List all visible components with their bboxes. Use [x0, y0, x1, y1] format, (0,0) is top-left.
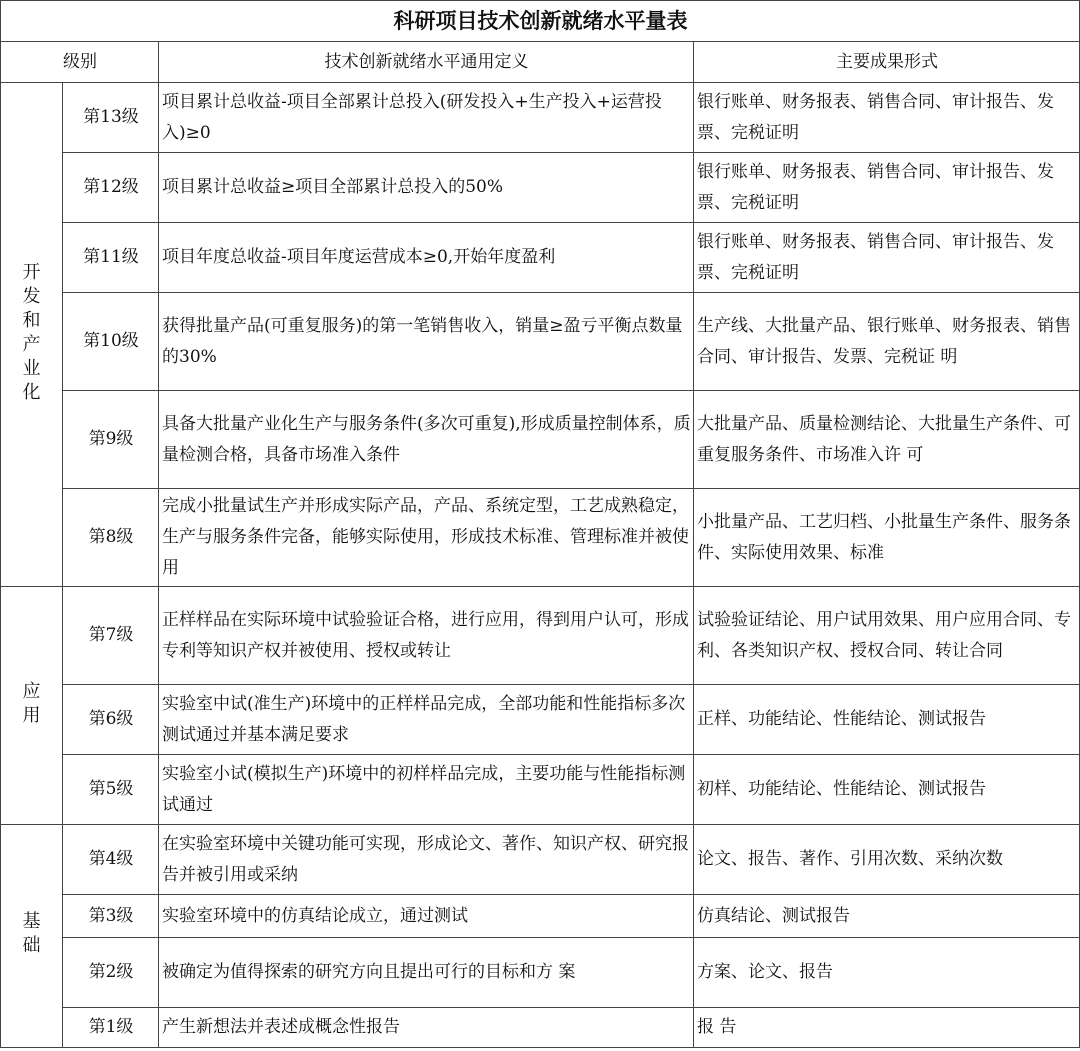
outcome-cell: 方案、论文、报告	[694, 938, 1080, 1008]
title-row	[1, 1, 1080, 42]
header-row	[1, 42, 1080, 83]
level-cell: 第12级	[63, 153, 159, 223]
table-row	[1, 938, 1080, 1008]
level-cell: 第7级	[63, 587, 159, 685]
category-basic-label: 基础	[22, 911, 41, 956]
table-title: 科研项目技术创新就绪水平量表	[1, 1, 1080, 42]
table-row	[1, 755, 1080, 825]
definition-cell: 产生新想法并表述成概念性报告	[159, 1008, 694, 1048]
table-row	[1, 293, 1080, 391]
outcome-cell: 初样、功能结论、性能结论、测试报告	[694, 755, 1080, 825]
definition-cell: 项目年度总收益-项目年度运营成本≥0,开始年度盈利	[159, 223, 694, 293]
table-row	[1, 223, 1080, 293]
outcome-cell: 论文、报告、著作、引用次数、采纳次数	[694, 825, 1080, 895]
definition-cell: 具备大批量产业化生产与服务条件(多次可重复),形成质量控制体系，质量检测合格，具备市场准入条件	[159, 391, 694, 489]
definition-cell: 项目累计总收益≥项目全部累计总投入的50%	[159, 153, 694, 223]
table-row	[1, 685, 1080, 755]
table-row	[1, 895, 1080, 938]
level-cell: 第9级	[63, 391, 159, 489]
level-cell: 第10级	[63, 293, 159, 391]
outcome-cell: 银行账单、财务报表、销售合同、审计报告、发票、完税证明	[694, 153, 1080, 223]
table-row	[1, 587, 1080, 685]
outcome-cell: 银行账单、财务报表、销售合同、审计报告、发票、完税证明	[694, 223, 1080, 293]
header-outcome: 主要成果形式	[694, 42, 1080, 83]
table-row	[1, 489, 1080, 587]
level-cell: 第6级	[63, 685, 159, 755]
table-row	[1, 825, 1080, 895]
outcome-cell: 试验验证结论、用户试用效果、用户应用合同、专利、各类知识产权、授权合同、转让合同	[694, 587, 1080, 685]
level-cell: 第11级	[63, 223, 159, 293]
category-app-label: 应用	[22, 680, 41, 726]
category-dev	[1, 83, 63, 587]
outcome-cell: 报 告	[694, 1008, 1080, 1048]
definition-cell: 获得批量产品(可重复服务)的第一笔销售收入，销量≥盈亏平衡点数量的30%	[159, 293, 694, 391]
outcome-cell: 小批量产品、工艺归档、小批量生产条件、服务条件、实际使用效果、标准	[694, 489, 1080, 587]
outcome-cell: 生产线、大批量产品、银行账单、财务报表、销售合同、审计报告、发票、完税证 明	[694, 293, 1080, 391]
table-row	[1, 153, 1080, 223]
table-row	[1, 1008, 1080, 1048]
category-dev-label: 开发和产业化	[22, 261, 41, 403]
table-row	[1, 83, 1080, 153]
outcome-cell: 大批量产品、质量检测结论、大批量生产条件、可重复服务条件、市场准入许 可	[694, 391, 1080, 489]
definition-cell: 实验室小试(模拟生产)环境中的初样样品完成，主要功能与性能指标测试通过	[159, 755, 694, 825]
definition-cell: 实验室中试(准生产)环境中的正样样品完成，全部功能和性能指标多次测试通过并基本满足要求	[159, 685, 694, 755]
outcome-cell: 仿真结论、测试报告	[694, 895, 1080, 938]
category-basic	[1, 825, 63, 1048]
level-cell: 第8级	[63, 489, 159, 587]
outcome-cell: 正样、功能结论、性能结论、测试报告	[694, 685, 1080, 755]
definition-cell: 项目累计总收益-项目全部累计总投入(研发投入+生产投入+运营投入)≥0	[159, 83, 694, 153]
definition-cell: 在实验室环境中关键功能可实现，形成论文、著作、知识产权、研究报告并被引用或采纳	[159, 825, 694, 895]
level-cell: 第3级	[63, 895, 159, 938]
definition-cell: 完成小批量试生产并形成实际产品，产品、系统定型，工艺成熟稳定，生产与服务条件完备，能够实际使用，形成技术标准、管理标准并被使用	[159, 489, 694, 587]
level-cell: 第1级	[63, 1008, 159, 1048]
level-cell: 第5级	[63, 755, 159, 825]
definition-cell: 正样样品在实际环境中试验验证合格，进行应用，得到用户认可，形成专利等知识产权并被使用、授权或转让	[159, 587, 694, 685]
level-cell: 第4级	[63, 825, 159, 895]
level-cell: 第13级	[63, 83, 159, 153]
outcome-cell: 银行账单、财务报表、销售合同、审计报告、发票、完税证明	[694, 83, 1080, 153]
table-row	[1, 391, 1080, 489]
level-cell: 第2级	[63, 938, 159, 1008]
header-definition: 技术创新就绪水平通用定义	[159, 42, 694, 83]
category-app	[1, 587, 63, 825]
definition-cell: 实验室环境中的仿真结论成立，通过测试	[159, 895, 694, 938]
definition-cell: 被确定为值得探索的研究方向且提出可行的目标和方 案	[159, 938, 694, 1008]
header-level: 级别	[1, 42, 159, 83]
